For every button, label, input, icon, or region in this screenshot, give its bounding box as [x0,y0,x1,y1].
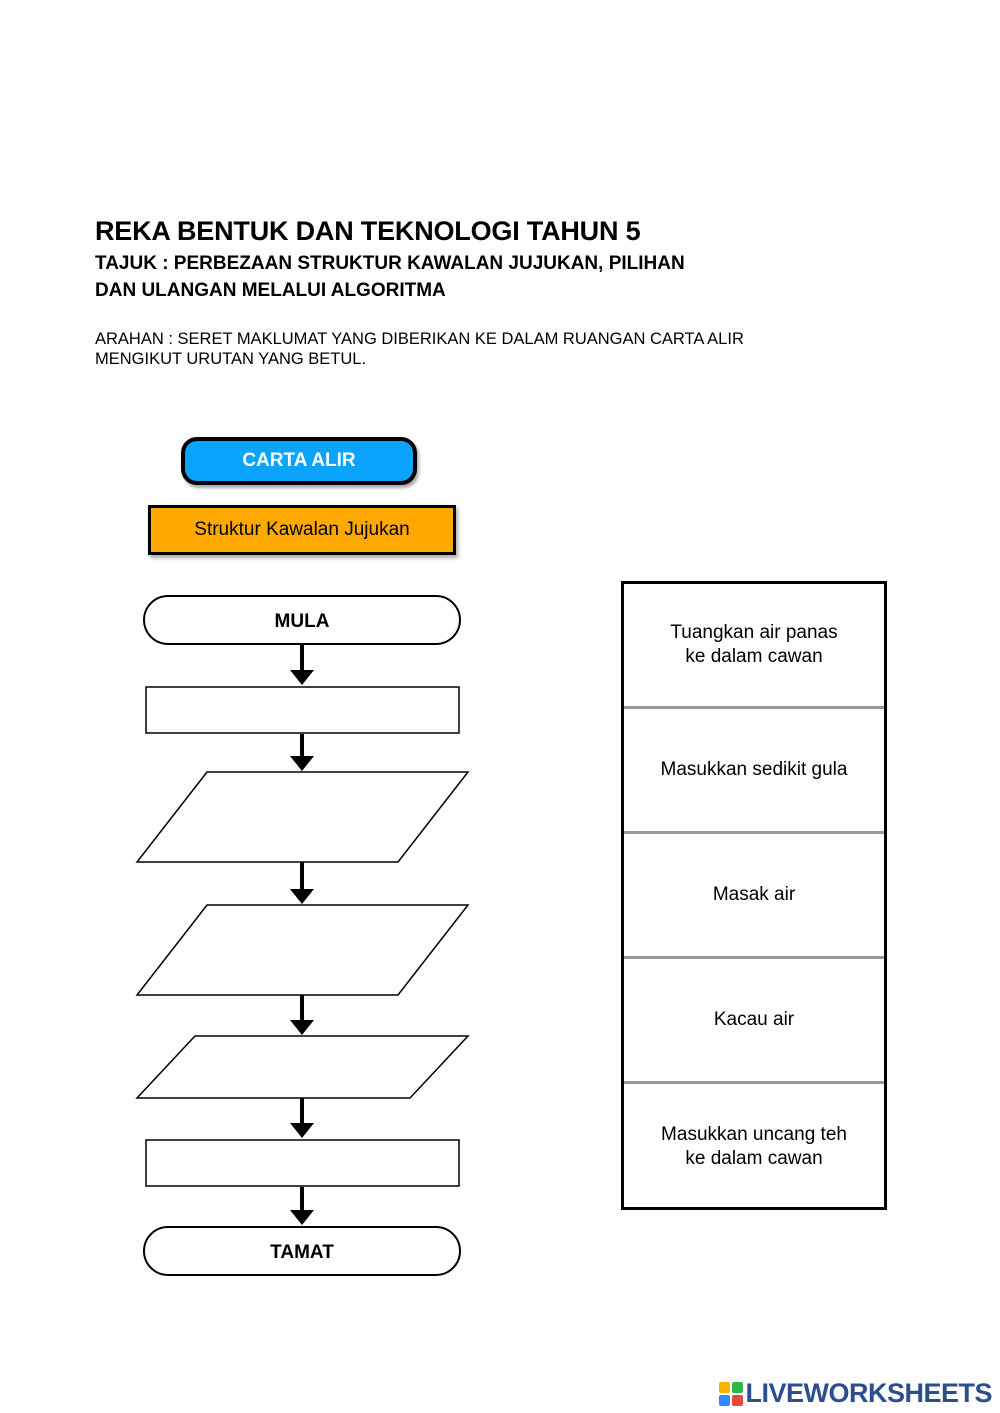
end-label: TAMAT [270,1242,334,1263]
instruction-line-1: ARAHAN : SERET MAKLUMAT YANG DIBERIKAN KE DALAM RUANGAN CARTA ALIR [95,330,744,348]
page-title: REKA BENTUK DAN TEKNOLOGI TAHUN 5 [95,216,641,246]
io-drop-slot-3[interactable] [137,1036,468,1098]
io-drop-slot-2[interactable] [137,905,468,995]
flow-arrow [290,995,314,1035]
carta-alir-heading: CARTA ALIR [181,437,417,485]
options-panel [621,581,887,1210]
draggable-option[interactable]: Masak air [624,834,884,959]
flow-arrow [290,862,314,904]
brand-name: LIVEWORKSHEETS [745,1378,992,1408]
draggable-option[interactable]: Kacau air [624,959,884,1084]
start-terminal [144,596,460,644]
draggable-option[interactable]: Tuangkan air panas ke dalam cawan [624,584,884,709]
start-label: MULA [274,611,330,632]
topic-line-2: DAN ULANGAN MELALUI ALGORITMA [95,280,446,301]
flow-arrow [290,1098,314,1138]
io-drop-slot-1[interactable] [137,772,468,862]
liveworksheets-brand [719,1378,992,1409]
topic-line-1: TAJUK : PERBEZAAN STRUKTUR KAWALAN JUJUKAN, PILIHAN [95,253,685,274]
draggable-option[interactable]: Masukkan sedikit gula [624,709,884,834]
flow-arrow [290,734,314,771]
draggable-option[interactable]: Masukkan uncang teh ke dalam cawan [661,1123,847,1169]
end-terminal [144,1227,460,1275]
liveworksheets-logo-icon [719,1382,743,1406]
instruction-line-2: MENGIKUT URUTAN YANG BETUL. [95,350,367,368]
flow-arrow [290,645,314,685]
process-drop-slot-1[interactable] [146,687,459,733]
flow-arrow [290,1187,314,1225]
structure-label: Struktur Kawalan Jujukan [148,505,456,555]
process-drop-slot-2[interactable] [146,1140,459,1186]
